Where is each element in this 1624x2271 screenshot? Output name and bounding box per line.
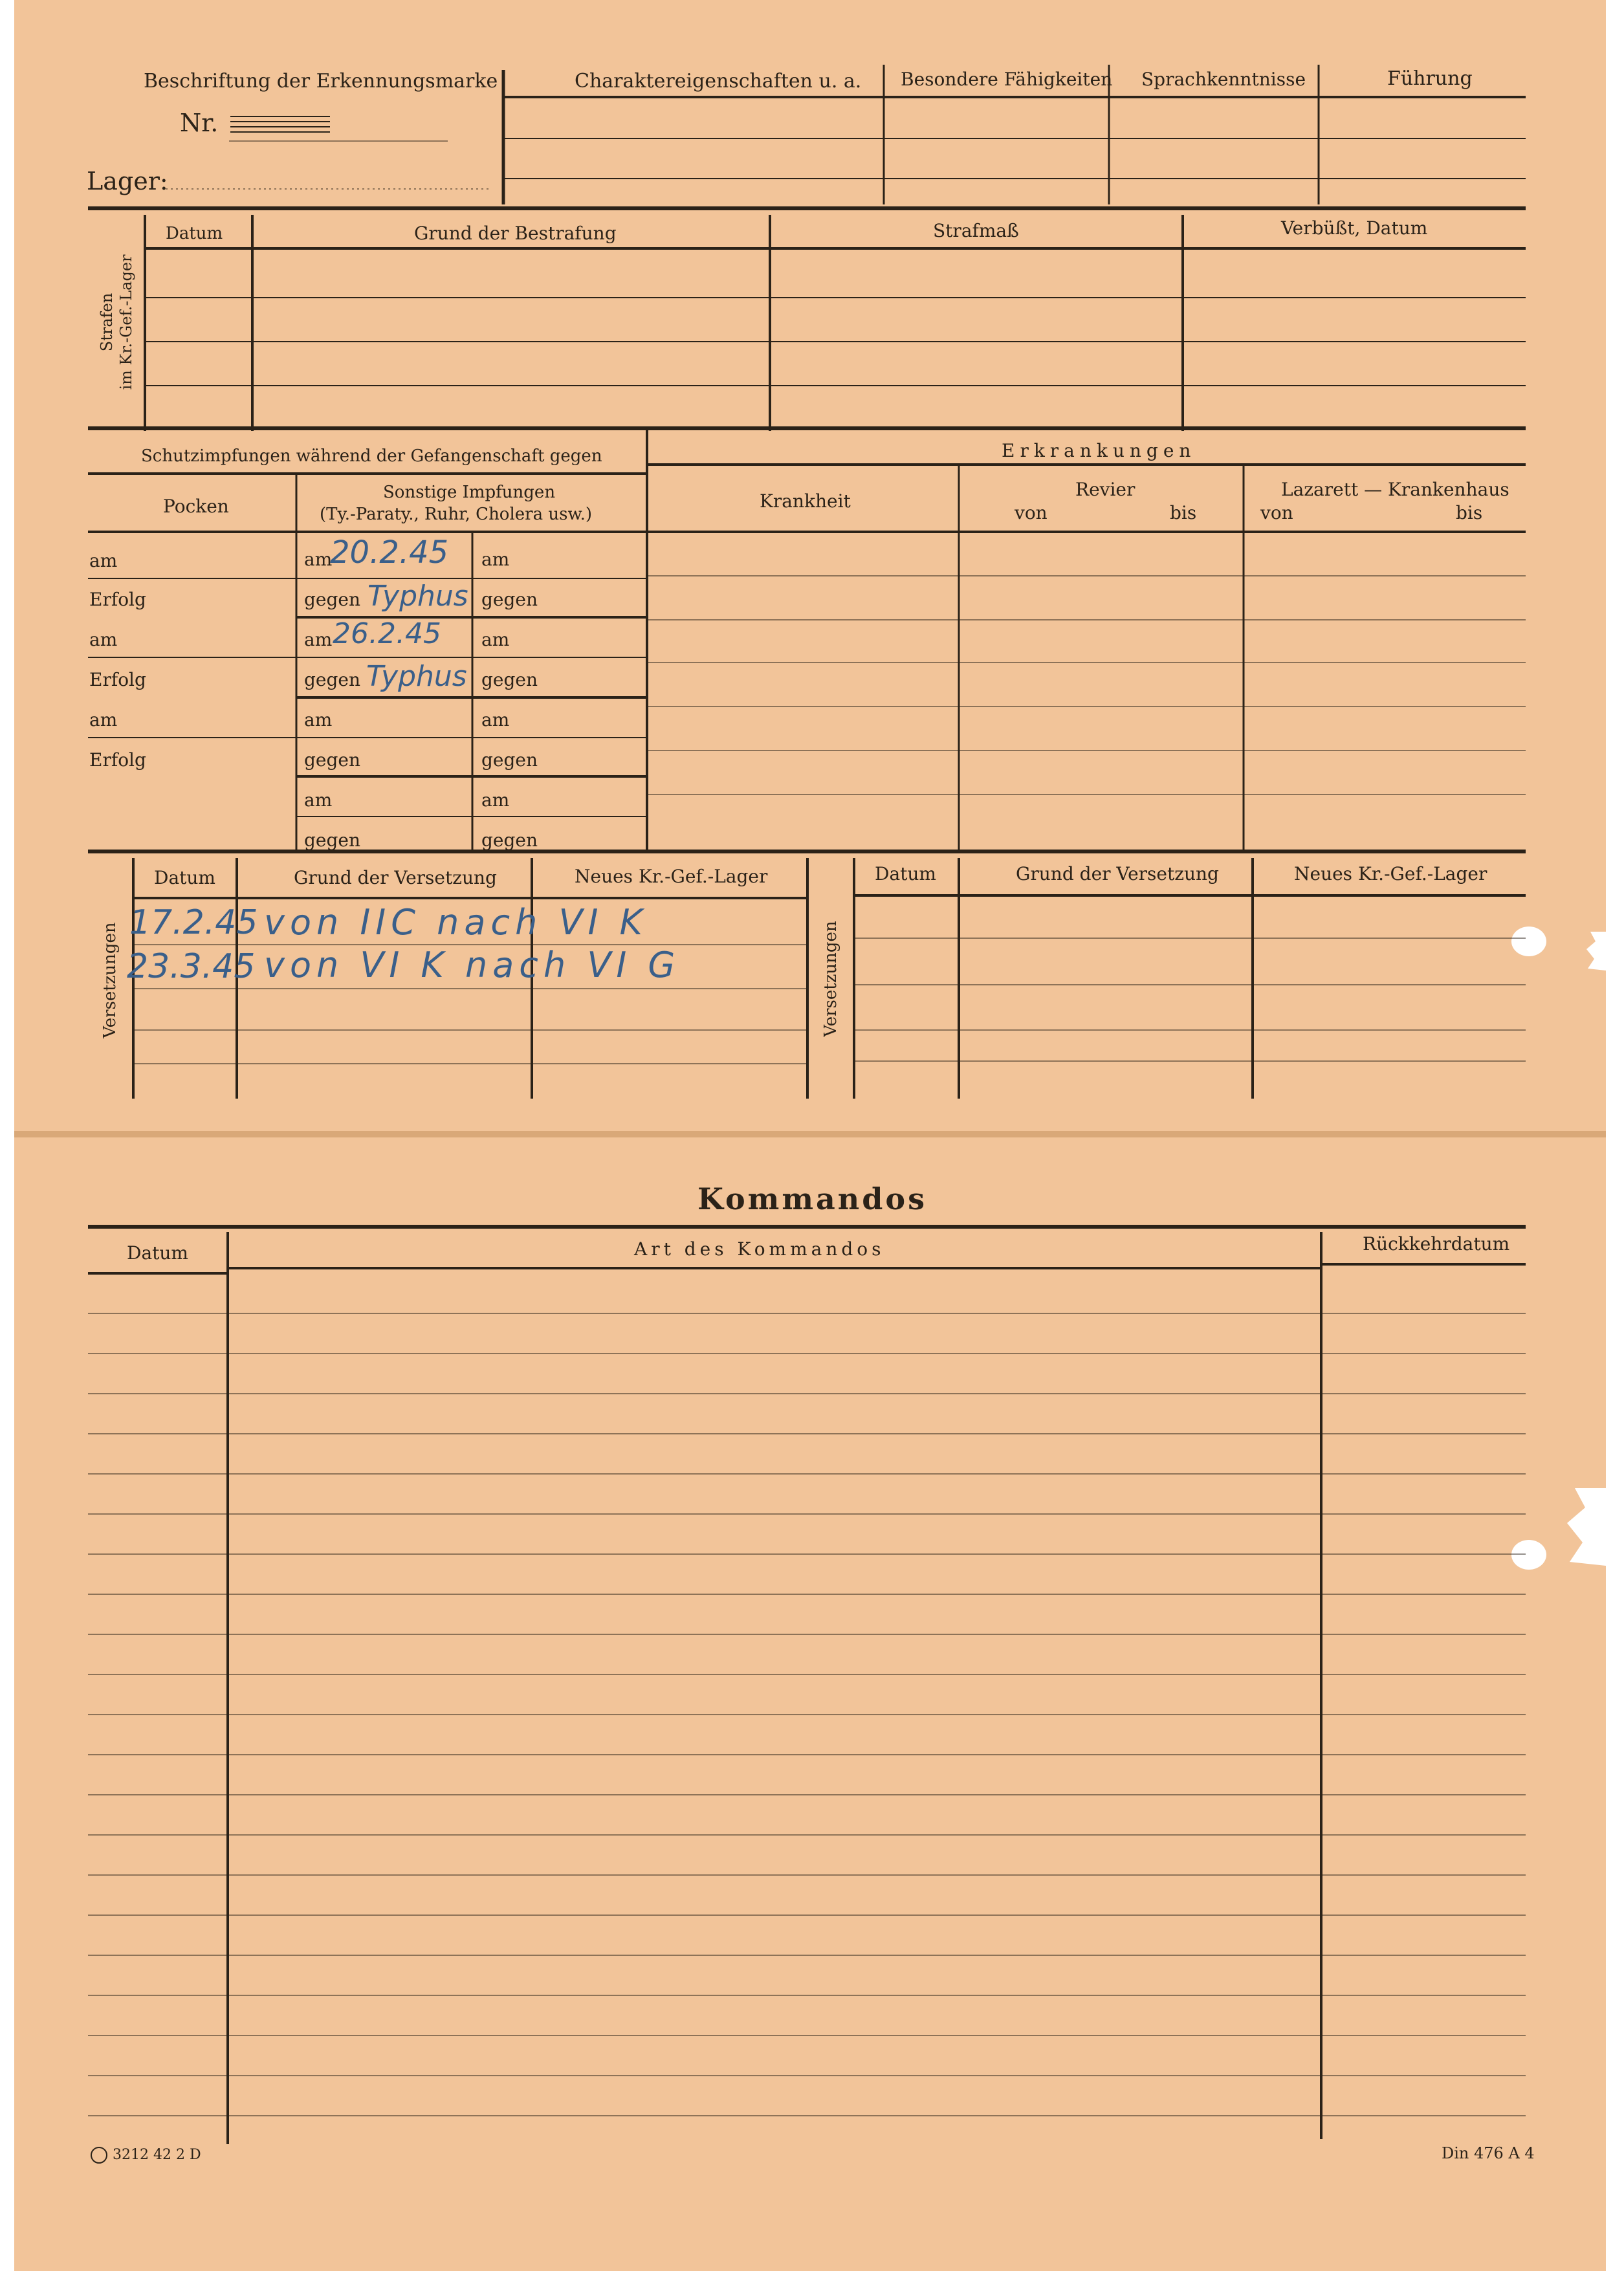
sonstige-gegen-4: gegen (304, 829, 361, 851)
sonstige-am-4: am (304, 789, 333, 811)
sonstige-am-2: am (304, 629, 333, 650)
pocken-erfolg-1: Erfolg (89, 589, 146, 610)
sonstige-b-gegen-1: gegen (481, 589, 538, 610)
pocken-am-1: am (89, 550, 118, 571)
strafen-col-datum: Datum (166, 224, 223, 243)
versetzung-date-2: 23.3.45 (127, 947, 256, 986)
din-label: Din 476 A 4 (1442, 2144, 1535, 2162)
versetzung-text-2: von VI K nach VI G (264, 945, 681, 985)
strafen-side-label (97, 238, 136, 406)
impfung-date-1: 20.2.45 (330, 534, 449, 571)
impfung-against-2: Typhus (366, 660, 467, 693)
erkrankungen-title: Erkrankungen (1002, 440, 1196, 461)
versetzungen-col-datum-left: Datum (154, 867, 215, 888)
versetzungen-col-datum-right: Datum (875, 863, 936, 884)
kommando-ruled-lines (88, 1313, 1526, 2116)
impfungen-col-sonstige-2: (Ty.-Paraty., Ruhr, Cholera usw.) (320, 505, 593, 524)
impfung-date-2: 26.2.45 (333, 617, 441, 650)
pocken-am-2: am (89, 629, 118, 650)
revier-von: von (1015, 502, 1048, 523)
versetzungen-col-lager-right: Neues Kr.-Gef.-Lager (1294, 863, 1487, 884)
sonstige-gegen-1: gegen (304, 589, 361, 610)
versetzungen-side-label-right: Versetzungen (821, 921, 840, 1037)
versetzungen-col-grund-left: Grund der Versetzung (294, 867, 497, 888)
nr-label: Nr. (180, 109, 219, 137)
form-number-text: 3212 42 2 D (113, 2147, 201, 2163)
col-faehigkeiten: Besondere Fähigkeiten (901, 69, 1113, 90)
erkrankungen-col-lazarett: Lazarett — Krankenhaus (1281, 479, 1509, 500)
strafen-col-grund: Grund der Bestrafung (414, 223, 617, 244)
versetzung-text-1: von IIC nach VI K (264, 902, 648, 943)
col-fuehrung: Führung (1387, 67, 1473, 90)
versetzungen-col-grund-right: Grund der Versetzung (1016, 863, 1219, 884)
col-charakter: Charaktereigenschaften u. a. (575, 70, 862, 93)
sonstige-b-am-1: am (481, 549, 510, 570)
sonstige-gegen-2: gegen (304, 669, 361, 690)
kommandos-col-datum: Datum (127, 1242, 188, 1264)
sonstige-b-gegen-2: gegen (481, 669, 538, 690)
strafen-side-label-2: im Kr.-Gef.-Lager (117, 254, 135, 390)
revier-bis: bis (1170, 502, 1197, 523)
sonstige-b-gegen-3: gegen (481, 749, 538, 771)
form-number (91, 2147, 201, 2164)
kommandos-col-art: Art des Kommandos (634, 1238, 885, 1260)
col-sprachen: Sprachkenntnisse (1141, 69, 1306, 90)
versetzungen-side-label-left: Versetzungen (100, 922, 120, 1038)
impfung-against-1: Typhus (368, 580, 468, 613)
pocken-erfolg-3: Erfolg (89, 749, 146, 771)
versetzungen-col-lager-left: Neues Kr.-Gef.-Lager (575, 866, 768, 887)
pocken-am-3: am (89, 709, 118, 730)
lazarett-bis: bis (1456, 502, 1483, 523)
pocken-erfolg-2: Erfolg (89, 669, 146, 690)
printer-mark-icon (91, 2147, 107, 2164)
lager-label: Lager: (87, 167, 168, 195)
kommandos-title: Kommandos (697, 1181, 927, 1216)
strafen-col-strafmass: Strafmaß (933, 220, 1019, 241)
sonstige-b-gegen-4: gegen (481, 829, 538, 851)
sonstige-b-am-2: am (481, 629, 510, 650)
lazarett-von: von (1260, 502, 1293, 523)
strafen-side-label-1: Strafen (98, 292, 116, 352)
versetzung-date-1: 17.2.45 (129, 903, 258, 942)
impfungen-col-pocken: Pocken (163, 496, 229, 517)
impfungen-title: Schutzimpfungen während der Gefangenschaft gegen (141, 446, 602, 466)
erkennungsmarke-label: Beschriftung der Erkennungsmarke (144, 70, 498, 93)
impfungen-col-sonstige-1: Sonstige Impfungen (383, 483, 556, 502)
sonstige-am-3: am (304, 709, 333, 730)
erkrankungen-col-krankheit: Krankheit (760, 490, 851, 512)
sonstige-b-am-4: am (481, 789, 510, 811)
kommandos-col-rueckkehr: Rückkehrdatum (1363, 1233, 1510, 1255)
strafen-col-verbuesst: Verbüßt, Datum (1281, 217, 1428, 239)
erkrankungen-col-revier: Revier (1075, 479, 1136, 500)
sonstige-am-1: am (304, 549, 333, 570)
sonstige-b-am-3: am (481, 709, 510, 730)
sonstige-gegen-3: gegen (304, 749, 361, 771)
